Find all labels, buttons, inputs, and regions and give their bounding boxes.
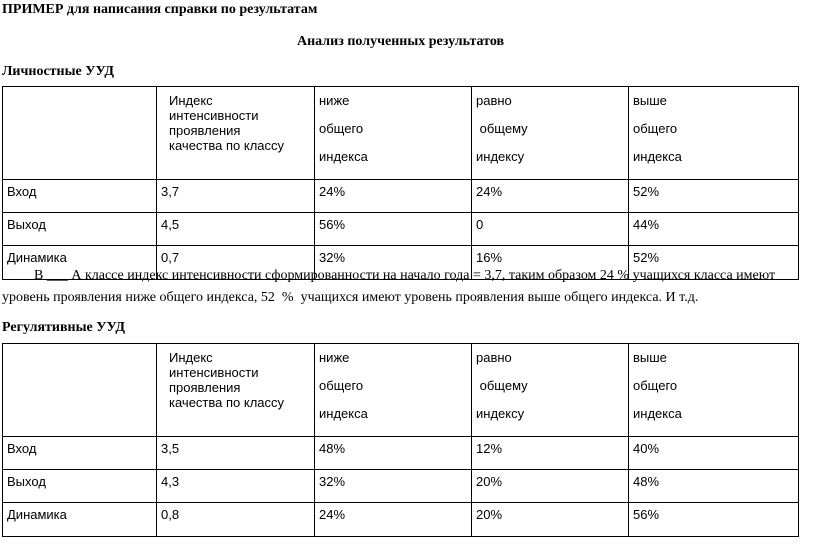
above-value: 56%	[629, 503, 799, 537]
equal-header-cell: равно общему индексу	[472, 344, 629, 437]
table-row	[3, 470, 799, 503]
equal-value: 12%	[472, 437, 629, 470]
above-value: 40%	[629, 437, 799, 470]
document-title: ПРИМЕР для написания справки по результатам	[2, 2, 318, 17]
below-value: 48%	[315, 437, 472, 470]
above-value: 52%	[629, 246, 799, 280]
section-title-regulatory: Регулятивные УУД	[2, 320, 125, 335]
below-header-cell: ниже общего индекса	[315, 344, 472, 437]
analysis-paragraph-line: В ___ А классе индекс интенсивности сформированности на начало года = 3,7, таким образом 24 % учащихся класса имеют	[34, 268, 776, 283]
index-value: 0,8	[157, 503, 315, 537]
above-value: 52%	[629, 180, 799, 213]
index-value: 3,5	[157, 437, 315, 470]
below-value: 56%	[315, 213, 472, 246]
above-header-cell: выше общего индекса	[629, 344, 799, 437]
below-header-cell: ниже общего индекса	[315, 87, 472, 180]
personal-uud-table	[2, 86, 799, 280]
empty-header-cell	[3, 344, 157, 437]
table-row	[3, 503, 799, 537]
section-title-personal: Личностные УУД	[2, 64, 115, 79]
below-value: 32%	[315, 470, 472, 503]
above-value: 44%	[629, 213, 799, 246]
index-value: 4,5	[157, 213, 315, 246]
index-header-cell: Индекс интенсивности проявления качества по классу	[157, 344, 315, 437]
index-value: 4,3	[157, 470, 315, 503]
equal-header-cell: равно общему индексу	[472, 87, 629, 180]
row-label: Динамика	[3, 503, 157, 537]
table-header-row	[3, 87, 799, 180]
row-label: Выход	[3, 470, 157, 503]
equal-value: 24%	[472, 180, 629, 213]
analysis-paragraph-line: уровень проявления ниже общего индекса, 52 % учащихся имеют уровень проявления выше общего индекса. И т.д.	[2, 290, 699, 305]
index-value: 3,7	[157, 180, 315, 213]
empty-header-cell	[3, 87, 157, 180]
below-value: 24%	[315, 503, 472, 537]
table-row	[3, 437, 799, 470]
regulatory-uud-table	[2, 343, 799, 537]
index-value: 0,7	[157, 246, 315, 280]
equal-value: 0	[472, 213, 629, 246]
below-value: 32%	[315, 246, 472, 280]
equal-value: 16%	[472, 246, 629, 280]
above-value: 48%	[629, 470, 799, 503]
table-row	[3, 180, 799, 213]
row-label: Выход	[3, 213, 157, 246]
row-label: Вход	[3, 437, 157, 470]
above-header-cell: выше общего индекса	[629, 87, 799, 180]
below-value: 24%	[315, 180, 472, 213]
table-row	[3, 213, 799, 246]
index-header-cell: Индекс интенсивности проявления качества по классу	[157, 87, 315, 180]
analysis-title: Анализ полученных результатов	[297, 34, 505, 49]
table-header-row	[3, 344, 799, 437]
row-label: Вход	[3, 180, 157, 213]
equal-value: 20%	[472, 470, 629, 503]
row-label: Динамика	[3, 246, 157, 280]
equal-value: 20%	[472, 503, 629, 537]
